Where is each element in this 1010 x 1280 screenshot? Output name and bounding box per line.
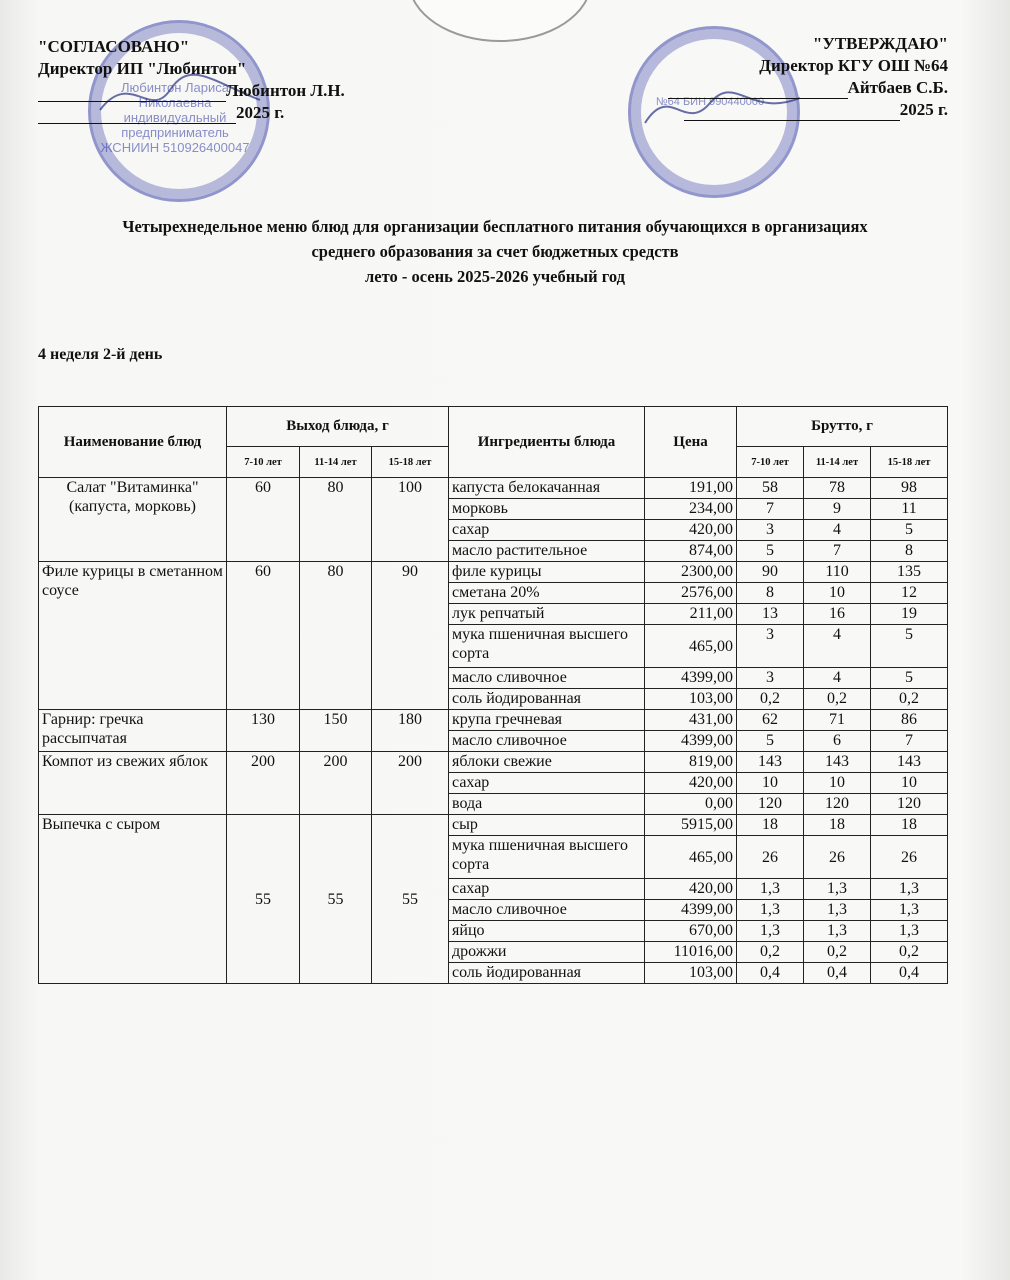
ingredient-brutto-2: 120 bbox=[804, 794, 871, 815]
document-title bbox=[20, 214, 970, 289]
ingredient-name: дрожжи bbox=[449, 942, 645, 963]
header-output-age-3: 15-18 лет bbox=[372, 447, 449, 478]
ingredient-price: 420,00 bbox=[645, 520, 737, 541]
ingredient-brutto-1: 120 bbox=[737, 794, 804, 815]
ingredient-brutto-3: 19 bbox=[871, 604, 948, 625]
dish-output-2: 55 bbox=[300, 815, 372, 984]
ingredient-name: масло сливочное bbox=[449, 668, 645, 689]
dish-output-3: 200 bbox=[372, 752, 449, 815]
ingredient-brutto-3: 1,3 bbox=[871, 879, 948, 900]
header-brutto: Брутто, г bbox=[737, 407, 948, 447]
ingredient-brutto-1: 13 bbox=[737, 604, 804, 625]
ingredient-brutto-3: 7 bbox=[871, 731, 948, 752]
ingredient-brutto-1: 0,2 bbox=[737, 942, 804, 963]
dish-output-2: 200 bbox=[300, 752, 372, 815]
ingredient-name: вода bbox=[449, 794, 645, 815]
ingredient-brutto-3: 10 bbox=[871, 773, 948, 794]
table-row bbox=[39, 478, 948, 499]
ingredient-brutto-1: 0,2 bbox=[737, 689, 804, 710]
ingredient-brutto-2: 18 bbox=[804, 815, 871, 836]
ingredient-name: филе курицы bbox=[449, 562, 645, 583]
ingredient-price: 465,00 bbox=[645, 836, 737, 879]
ingredient-price: 420,00 bbox=[645, 879, 737, 900]
ingredient-name: лук репчатый bbox=[449, 604, 645, 625]
ingredient-price: 4399,00 bbox=[645, 731, 737, 752]
menu-table bbox=[38, 406, 948, 984]
ingredient-brutto-3: 0,2 bbox=[871, 689, 948, 710]
seal-left-text: Любинтон Лариса Николаевна индивидуальный предприниматель ЖСНИИН 510926400047 bbox=[100, 80, 250, 155]
table-row bbox=[39, 562, 948, 583]
ingredient-price: 211,00 bbox=[645, 604, 737, 625]
ingredient-price: 2576,00 bbox=[645, 583, 737, 604]
approval-right-name: Айтбаев С.Б. bbox=[847, 78, 948, 97]
ingredient-name: мука пшеничная высшего сорта bbox=[449, 625, 645, 668]
ingredient-name: крупа гречневая bbox=[449, 710, 645, 731]
ingredient-brutto-1: 58 bbox=[737, 478, 804, 499]
dish-output-3: 180 bbox=[372, 710, 449, 752]
header-brutto-age-2: 11-14 лет bbox=[804, 447, 871, 478]
ingredient-brutto-2: 4 bbox=[804, 520, 871, 541]
ingredient-price: 0,00 bbox=[645, 794, 737, 815]
ingredient-brutto-3: 120 bbox=[871, 794, 948, 815]
ingredient-brutto-1: 5 bbox=[737, 731, 804, 752]
ingredient-price: 103,00 bbox=[645, 963, 737, 984]
ingredient-price: 4399,00 bbox=[645, 668, 737, 689]
ingredient-name: мука пшеничная высшего сорта bbox=[449, 836, 645, 879]
ingredient-price: 2300,00 bbox=[645, 562, 737, 583]
ingredient-brutto-3: 5 bbox=[871, 625, 948, 668]
approval-left-position: Директор ИП "Любинтон" bbox=[38, 59, 247, 78]
week-day-label: 4 неделя 2-й день bbox=[38, 346, 163, 363]
ingredient-brutto-2: 26 bbox=[804, 836, 871, 879]
ingredient-brutto-2: 0,4 bbox=[804, 963, 871, 984]
ingredient-name: морковь bbox=[449, 499, 645, 520]
ingredient-brutto-3: 12 bbox=[871, 583, 948, 604]
ingredient-price: 819,00 bbox=[645, 752, 737, 773]
approval-right bbox=[668, 33, 948, 121]
header-output: Выход блюда, г bbox=[227, 407, 449, 447]
ingredient-brutto-2: 10 bbox=[804, 583, 871, 604]
ingredient-price: 191,00 bbox=[645, 478, 737, 499]
ingredient-price: 874,00 bbox=[645, 541, 737, 562]
ingredient-brutto-3: 0,2 bbox=[871, 942, 948, 963]
ingredient-price: 670,00 bbox=[645, 921, 737, 942]
dish-output-3: 90 bbox=[372, 562, 449, 710]
ingredient-brutto-3: 135 bbox=[871, 562, 948, 583]
ingredient-brutto-2: 7 bbox=[804, 541, 871, 562]
dish-output-3: 55 bbox=[372, 815, 449, 984]
dish-output-1: 130 bbox=[227, 710, 300, 752]
ingredient-brutto-2: 143 bbox=[804, 752, 871, 773]
ingredient-name: сметана 20% bbox=[449, 583, 645, 604]
ingredient-name: яблоки свежие bbox=[449, 752, 645, 773]
ingredient-brutto-3: 11 bbox=[871, 499, 948, 520]
ingredient-price: 11016,00 bbox=[645, 942, 737, 963]
ingredient-price: 420,00 bbox=[645, 773, 737, 794]
ingredient-brutto-1: 5 bbox=[737, 541, 804, 562]
ingredient-brutto-2: 16 bbox=[804, 604, 871, 625]
table-row bbox=[39, 710, 948, 731]
ingredient-brutto-3: 26 bbox=[871, 836, 948, 879]
ingredient-brutto-1: 62 bbox=[737, 710, 804, 731]
ingredient-brutto-2: 110 bbox=[804, 562, 871, 583]
ingredient-brutto-1: 0,4 bbox=[737, 963, 804, 984]
ingredient-brutto-2: 4 bbox=[804, 668, 871, 689]
ingredient-brutto-1: 1,3 bbox=[737, 879, 804, 900]
table-row bbox=[39, 752, 948, 773]
title-line-3: лето - осень 2025-2026 учебный год bbox=[365, 267, 625, 286]
ingredient-brutto-3: 8 bbox=[871, 541, 948, 562]
ingredient-price: 4399,00 bbox=[645, 900, 737, 921]
dish-output-2: 150 bbox=[300, 710, 372, 752]
ingredient-name: масло растительное bbox=[449, 541, 645, 562]
ingredient-name: яйцо bbox=[449, 921, 645, 942]
ingredient-brutto-1: 3 bbox=[737, 668, 804, 689]
ingredient-price: 465,00 bbox=[645, 625, 737, 668]
ingredient-brutto-1: 3 bbox=[737, 520, 804, 541]
header-ingredients: Ингредиенты блюда bbox=[449, 407, 645, 478]
ingredient-name: капуста белокачанная bbox=[449, 478, 645, 499]
dish-name: Выпечка с сыром bbox=[39, 815, 227, 984]
ingredient-brutto-2: 9 bbox=[804, 499, 871, 520]
approval-left bbox=[38, 36, 345, 124]
ingredient-brutto-1: 1,3 bbox=[737, 900, 804, 921]
ingredient-brutto-1: 8 bbox=[737, 583, 804, 604]
ingredient-name: соль йодированная bbox=[449, 689, 645, 710]
dish-output-1: 60 bbox=[227, 478, 300, 562]
ingredient-name: масло сливочное bbox=[449, 731, 645, 752]
dish-output-2: 80 bbox=[300, 562, 372, 710]
header-output-age-1: 7-10 лет bbox=[227, 447, 300, 478]
ingredient-brutto-1: 26 bbox=[737, 836, 804, 879]
approval-left-heading: "СОГЛАСОВАНО" bbox=[38, 37, 190, 56]
ingredient-brutto-2: 10 bbox=[804, 773, 871, 794]
ingredient-brutto-1: 7 bbox=[737, 499, 804, 520]
approval-left-year: 2025 г. bbox=[236, 103, 285, 122]
ingredient-brutto-3: 98 bbox=[871, 478, 948, 499]
approval-left-name: Любинтон Л.Н. bbox=[226, 81, 345, 100]
ingredient-brutto-1: 143 bbox=[737, 752, 804, 773]
ingredient-brutto-1: 3 bbox=[737, 625, 804, 668]
dish-name: Компот из свежих яблок bbox=[39, 752, 227, 815]
header-brutto-age-3: 15-18 лет bbox=[871, 447, 948, 478]
ingredient-brutto-3: 1,3 bbox=[871, 900, 948, 921]
ingredient-price: 234,00 bbox=[645, 499, 737, 520]
ingredient-name: масло сливочное bbox=[449, 900, 645, 921]
ingredient-brutto-1: 18 bbox=[737, 815, 804, 836]
ingredient-brutto-3: 0,4 bbox=[871, 963, 948, 984]
ingredient-brutto-2: 78 bbox=[804, 478, 871, 499]
ingredient-price: 103,00 bbox=[645, 689, 737, 710]
ingredient-brutto-2: 0,2 bbox=[804, 942, 871, 963]
ingredient-brutto-2: 1,3 bbox=[804, 921, 871, 942]
dish-output-3: 100 bbox=[372, 478, 449, 562]
ingredient-brutto-2: 0,2 bbox=[804, 689, 871, 710]
dish-name: Салат "Витаминка" (капуста, морковь) bbox=[39, 478, 227, 562]
ingredient-brutto-2: 6 bbox=[804, 731, 871, 752]
ingredient-brutto-3: 18 bbox=[871, 815, 948, 836]
ingredient-name: сахар bbox=[449, 879, 645, 900]
table-row bbox=[39, 815, 948, 836]
ingredient-name: сахар bbox=[449, 773, 645, 794]
header-price: Цена bbox=[645, 407, 737, 478]
ingredient-name: сыр bbox=[449, 815, 645, 836]
seal-right-text: №64 БИН 990440000 bbox=[655, 96, 765, 108]
ingredient-brutto-3: 5 bbox=[871, 668, 948, 689]
ingredient-brutto-1: 10 bbox=[737, 773, 804, 794]
ingredient-price: 431,00 bbox=[645, 710, 737, 731]
ingredient-name: сахар bbox=[449, 520, 645, 541]
title-line-2: среднего образования за счет бюджетных средств bbox=[311, 242, 679, 261]
dish-name: Филе курицы в сметанном соусе bbox=[39, 562, 227, 710]
ingredient-brutto-3: 143 bbox=[871, 752, 948, 773]
dish-output-2: 80 bbox=[300, 478, 372, 562]
header-brutto-age-1: 7-10 лет bbox=[737, 447, 804, 478]
title-line-1: Четырехнедельное меню блюд для организации бесплатного питания обучающихся в организациях bbox=[122, 217, 868, 236]
dish-output-1: 200 bbox=[227, 752, 300, 815]
ingredient-brutto-2: 4 bbox=[804, 625, 871, 668]
header-dish-name: Наименование блюд bbox=[39, 407, 227, 478]
ingredient-name: соль йодированная bbox=[449, 963, 645, 984]
ingredient-brutto-2: 1,3 bbox=[804, 900, 871, 921]
ingredient-brutto-3: 1,3 bbox=[871, 921, 948, 942]
approval-right-position: Директор КГУ ОШ №64 bbox=[759, 56, 948, 75]
dish-output-1: 55 bbox=[227, 815, 300, 984]
ingredient-brutto-3: 5 bbox=[871, 520, 948, 541]
dish-output-1: 60 bbox=[227, 562, 300, 710]
ingredient-brutto-3: 86 bbox=[871, 710, 948, 731]
dish-name: Гарнир: гречка рассыпчатая bbox=[39, 710, 227, 752]
approval-right-year: 2025 г. bbox=[899, 100, 948, 119]
header-output-age-2: 11-14 лет bbox=[300, 447, 372, 478]
menu-table-body bbox=[39, 478, 948, 984]
approval-right-heading: "УТВЕРЖДАЮ" bbox=[812, 34, 948, 53]
ingredient-brutto-1: 90 bbox=[737, 562, 804, 583]
ingredient-brutto-2: 71 bbox=[804, 710, 871, 731]
ingredient-brutto-1: 1,3 bbox=[737, 921, 804, 942]
ingredient-price: 5915,00 bbox=[645, 815, 737, 836]
ingredient-brutto-2: 1,3 bbox=[804, 879, 871, 900]
